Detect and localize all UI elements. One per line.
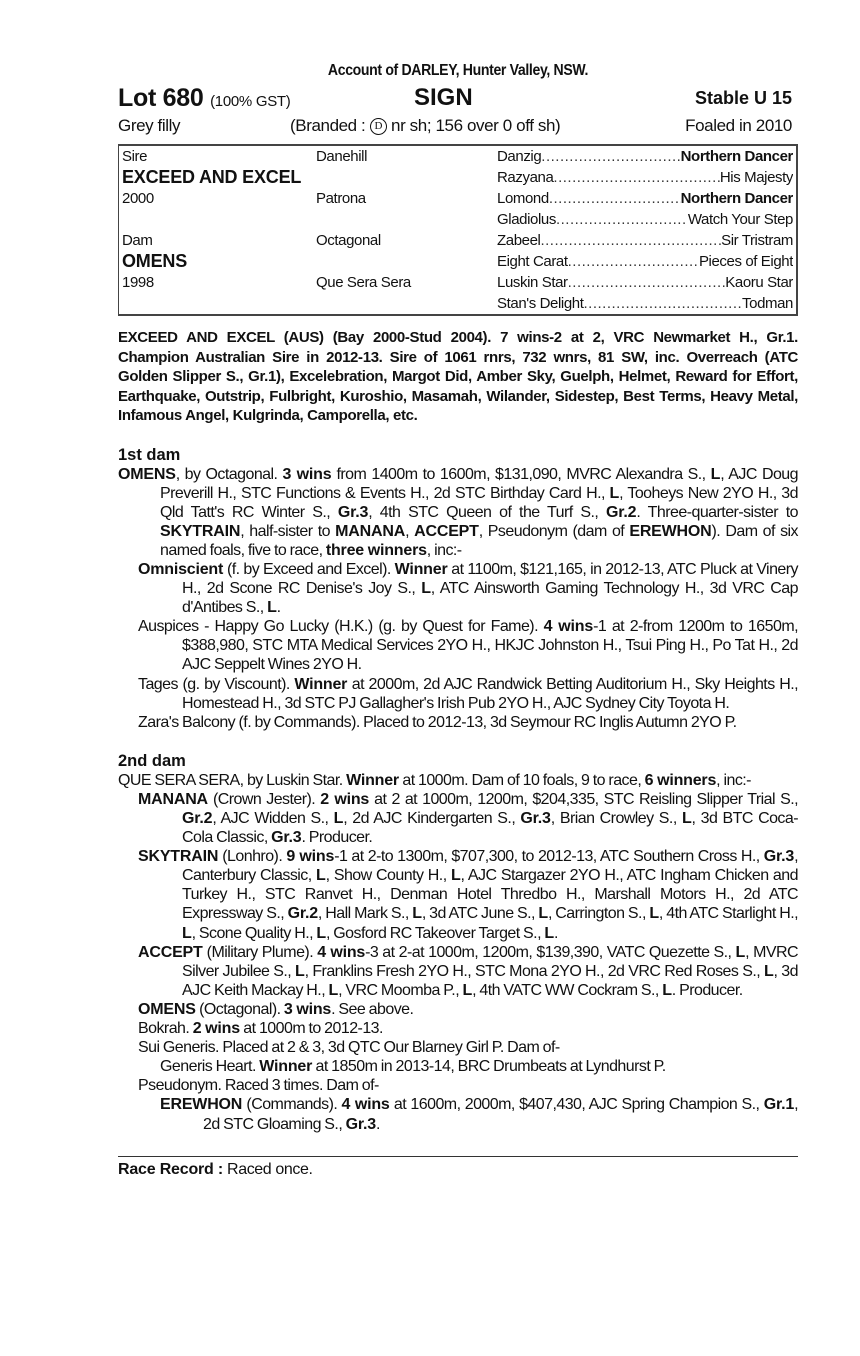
produce-entry: SKYTRAIN (Lonhro). 9 wins-1 at 2-to 1300m, $707,300, to 2012-13, ATC Southern Cross H., Gr.3, Canterbury Classic, L, Show County H., L, AJC Stargazer 2YO H., ATC Ingham Chicken and Turkey H., STC Ranvet H., Denman Hotel Thredbo H., Marshall Motors H., 2d ATC Expressway S., Gr.2, Hall Mark S., L, 3d ATC June S., L, Carrington S., L, 4th ATC Starlight H., L, Scone Quality H., L, Gosford RC Takeover Target S., L. bbox=[138, 848, 798, 942]
catalogue-page bbox=[118, 62, 798, 1179]
bold-text: Winner bbox=[346, 771, 399, 789]
bold-text: 6 winners bbox=[644, 771, 717, 789]
bold-text: 3 wins bbox=[283, 1000, 332, 1018]
bold-text: Gr.2 bbox=[182, 810, 213, 827]
ancestor-row bbox=[497, 253, 793, 270]
bold-text: Gr.2 bbox=[287, 905, 318, 923]
ancestor-row bbox=[497, 295, 793, 312]
bold-text: EREWHON bbox=[160, 1096, 243, 1114]
bold-text: L bbox=[735, 943, 746, 961]
bold-text: L bbox=[412, 905, 422, 923]
leader-dots bbox=[556, 211, 688, 228]
ancestor-sire: Sir Tristram bbox=[721, 232, 793, 249]
produce-entry: Pseudonym. Raced 3 times. Dam of- bbox=[138, 1077, 379, 1095]
bold-text: L bbox=[649, 905, 659, 923]
ancestor-name: Razyana bbox=[497, 169, 554, 186]
bold-text: 3 wins bbox=[282, 465, 332, 483]
ancestor-sire: Watch Your Step bbox=[687, 211, 793, 228]
ancestor-sire: Northern Dancer bbox=[680, 190, 793, 207]
bold-text: L bbox=[421, 580, 431, 598]
lot-row bbox=[118, 84, 798, 114]
produce-entry: Omniscient (f. by Exceed and Excel). Winner at 1100m, $121,165, in 2012-13, ATC Pluck at Vinery H., 2d Scone RC Denise's Joy S., L, ATC Ainsworth Gaming Technology H., 3d VRC Cap d'Antibes S., L. bbox=[138, 560, 798, 617]
leader-dots bbox=[583, 295, 742, 312]
stable-location: Stable U 15 bbox=[694, 88, 792, 108]
ancestor-row bbox=[497, 190, 793, 207]
bold-text: Gr.3 bbox=[337, 503, 369, 521]
ancestor-name: Zabeel bbox=[497, 232, 541, 249]
ancestor-sire: Kaoru Star bbox=[725, 274, 793, 291]
bold-text: Gr.3 bbox=[763, 848, 795, 866]
dam-year: 1998 bbox=[122, 274, 154, 291]
leader-dots bbox=[541, 148, 680, 165]
ancestor-row bbox=[497, 232, 793, 249]
sire-year: 2000 bbox=[122, 190, 154, 207]
leader-dots bbox=[568, 274, 726, 291]
vendor-account: Account of DARLEY, Hunter Valley, NSW. bbox=[327, 62, 589, 79]
brand-prefix: (Branded : bbox=[290, 116, 366, 135]
ancestor-name: Gladiolus bbox=[497, 211, 556, 228]
bold-text: Winner bbox=[259, 1058, 313, 1076]
bold-text: L bbox=[763, 962, 774, 980]
dam-sire: Octagonal bbox=[316, 232, 381, 249]
bold-text: L bbox=[662, 981, 672, 999]
bold-text: SKYTRAIN bbox=[138, 848, 219, 866]
ancestor-row bbox=[497, 148, 793, 165]
pedigree-table bbox=[118, 144, 798, 316]
produce-entry: OMENS (Octagonal). 3 wins. See above. bbox=[138, 1000, 414, 1018]
bold-text: L bbox=[450, 867, 461, 885]
bold-text: three winners bbox=[325, 541, 427, 559]
bold-text: Gr.3 bbox=[520, 810, 551, 827]
bold-text: Gr.3 bbox=[271, 829, 302, 847]
produce-entry: QUE SERA SERA, by Luskin Star. Winner at 1000m. Dam of 10 foals, 9 to race, 6 winners, inc:- bbox=[118, 771, 751, 789]
leader-dots bbox=[553, 169, 719, 186]
ancestor-row bbox=[497, 169, 793, 186]
produce-entry: MANANA (Crown Jester). 2 wins at 2 at 1000m, 1200m, $204,335, STC Reisling Slipper Trial S., Gr.2, AJC Widden S., L, 2d AJC Kindergarten S., Gr.3, Brian Crowley S., L, 3d BTC Coca-Cola Classic, Gr.3. Producer. bbox=[138, 790, 798, 847]
sire-summary: EXCEED AND EXCEL (AUS) (Bay 2000-Stud 2004). 7 wins-2 at 2, VRC Newmarket H., Gr.1. Champion Australian Sire in 2012-13. Sire of 1061 rnrs, 732 wnrs, 81 SW, inc. Overreach (ATC Golden Slipper S., Gr.1), Excelebration, Margot Did, Amber Sky, Guelph, Helmet, Reward for Effort, Earthquake, Outstrip, Fulbright, Kuroshio, Masamah, Wilander, Sidestep, Best Terms, Heavy Metal, Infamous Angel, Kulgrinda, Camporella, etc. bbox=[118, 329, 798, 424]
ancestor-row bbox=[497, 211, 793, 228]
sire-label: Sire bbox=[122, 148, 148, 165]
bold-text: L bbox=[681, 810, 692, 827]
info-row bbox=[118, 114, 798, 140]
bold-text: L bbox=[462, 981, 473, 999]
bold-text: L bbox=[538, 905, 548, 923]
bold-text: OMENS bbox=[138, 1000, 196, 1018]
bold-text: L bbox=[316, 867, 326, 885]
bold-text: Omniscient bbox=[138, 560, 224, 578]
horse-description: Grey filly bbox=[118, 116, 181, 135]
bold-text: MANANA bbox=[335, 522, 406, 540]
ancestor-sire: Pieces of Eight bbox=[698, 253, 793, 270]
produce-entry: Tages (g. by Viscount). Winner at 2000m, 2d AJC Randwick Betting Auditorium H., Sky Heights H., Homestead H., 3d STC PJ Gallagher's Irish Pub 2YO H., AJC Sydney City Toyota H. bbox=[138, 675, 798, 712]
lot-number bbox=[118, 84, 290, 113]
bold-text: Gr.2 bbox=[606, 503, 637, 521]
dam-label: Dam bbox=[122, 232, 153, 249]
race-record-value: Raced once. bbox=[227, 1160, 313, 1178]
produce-entry: ACCEPT (Military Plume). 4 wins-3 at 2-at 1000m, 1200m, $139,390, VATC Quezette S., L, MVRC Silver Jubilee S., L, Franklins Fresh 2YO H., STC Mona 2YO H., 2d VRC Red Roses S., L, 3d AJC Keith Mackay H., L, VRC Moomba P., L, 4th VATC WW Cockram S., L. Producer. bbox=[138, 943, 799, 999]
bold-text: Gr.1 bbox=[763, 1096, 795, 1114]
bold-text: L bbox=[710, 465, 721, 483]
dam-dam: Que Sera Sera bbox=[316, 274, 411, 291]
ancestor-row bbox=[497, 274, 793, 291]
ancestor-name: Danzig bbox=[497, 148, 542, 165]
bold-text: L bbox=[182, 924, 192, 942]
sire-dam: Patrona bbox=[316, 190, 366, 207]
ancestor-name: Stan's Delight bbox=[497, 295, 584, 312]
produce-entry: Generis Heart. Winner at 1850m in 2013-14, BRC Drumbeats at Lyndhurst P. bbox=[160, 1058, 666, 1076]
bold-text: L bbox=[609, 484, 620, 502]
brand-info bbox=[290, 116, 560, 136]
bold-text: ACCEPT bbox=[138, 943, 203, 961]
bold-text: L bbox=[295, 962, 305, 980]
bold-text: MANANA bbox=[138, 790, 208, 808]
produce-entry: EREWHON (Commands). 4 wins at 1600m, 2000m, $407,430, AJC Spring Champion S., Gr.1, 2d STC Gloaming S., Gr.3. bbox=[160, 1096, 798, 1133]
brand-mark-icon: D bbox=[370, 118, 387, 135]
bold-text: 4 wins bbox=[543, 618, 594, 636]
foaled-year: Foaled in 2010 bbox=[685, 116, 792, 135]
gst-note: (100% GST) bbox=[210, 93, 291, 110]
horse-name: SIGN bbox=[414, 84, 473, 111]
bold-text: 2 wins bbox=[320, 790, 370, 808]
second-dam-body bbox=[118, 771, 798, 1134]
divider bbox=[118, 1156, 798, 1157]
bold-text: L bbox=[333, 810, 344, 827]
bold-text: L bbox=[328, 981, 339, 999]
ancestor-sire: Todman bbox=[742, 295, 793, 312]
sire-sire: Danehill bbox=[316, 148, 367, 165]
ancestor-sire: Northern Dancer bbox=[680, 148, 793, 165]
ancestor-name: Luskin Star bbox=[497, 274, 568, 291]
produce-entry: Sui Generis. Placed at 2 & 3, 3d QTC Our Blarney Girl P. Dam of- bbox=[138, 1039, 560, 1057]
bold-text: EREWHON bbox=[629, 522, 712, 540]
race-record-label: Race Record : bbox=[118, 1160, 223, 1178]
bold-text: OMENS bbox=[118, 465, 176, 483]
bold-text: L bbox=[544, 924, 554, 942]
leader-dots bbox=[549, 190, 681, 207]
race-record bbox=[118, 1161, 798, 1179]
bold-text: ACCEPT bbox=[414, 522, 479, 540]
lot-label: Lot 680 bbox=[118, 84, 204, 112]
bold-text: Gr.3 bbox=[345, 1115, 376, 1133]
bold-text: 4 wins bbox=[317, 943, 366, 961]
ancestor-name: Eight Carat bbox=[497, 253, 568, 270]
bold-text: L bbox=[267, 599, 277, 617]
ancestor-sire: His Majesty bbox=[719, 169, 793, 186]
bold-text: 9 wins bbox=[286, 848, 335, 866]
leader-dots bbox=[568, 253, 699, 270]
dam-name: OMENS bbox=[122, 251, 188, 271]
leader-dots bbox=[540, 232, 721, 249]
bold-text: SKYTRAIN bbox=[160, 522, 241, 540]
brand-suffix: nr sh; 156 over 0 off sh) bbox=[391, 116, 561, 135]
first-dam-heading: 1st dam bbox=[118, 445, 181, 464]
second-dam-heading: 2nd dam bbox=[118, 751, 186, 770]
bold-text: Winner bbox=[294, 675, 348, 693]
ancestor-name: Lomond bbox=[497, 190, 549, 207]
bold-text: 4 wins bbox=[341, 1096, 390, 1114]
bold-text: L bbox=[316, 924, 326, 942]
sire-name: EXCEED AND EXCEL bbox=[122, 167, 302, 187]
bold-text: 2 wins bbox=[192, 1020, 240, 1038]
produce-entry: Zara's Balcony (f. by Commands). Placed to 2012-13, 3d Seymour RC Inglis Autumn 2YO P. bbox=[138, 713, 737, 731]
bold-text: Winner bbox=[394, 560, 448, 578]
produce-entry: OMENS, by Octagonal. 3 wins from 1400m to 1600m, $131,090, MVRC Alexandra S., L, AJC Doug Preverill H., STC Functions & Events H., 2d STC Birthday Card H., L, Tooheys New 2YO H., 3d Qld Tatt's RC Winter S., Gr.3, 4th STC Queen of the Turf S., Gr.2. Three-quarter-sister to SKYTRAIN, half-sister to MANANA, ACCEPT, Pseudonym (dam of EREWHON). Dam of six named foals, five to race, three winners, inc:- bbox=[118, 465, 798, 559]
produce-entry: Bokrah. 2 wins at 1000m to 2012-13. bbox=[138, 1020, 383, 1038]
produce-entry: Auspices - Happy Go Lucky (H.K.) (g. by Quest for Fame). 4 wins-1 at 2-from 1200m to 1650m, $388,980, STC MTA Medical Services 2YO H., HKJC Johnston H., Tsui Ping H., Po Tat H., 2d AJC Seppelt Wines 2YO H. bbox=[138, 618, 798, 674]
first-dam-body bbox=[118, 465, 798, 732]
